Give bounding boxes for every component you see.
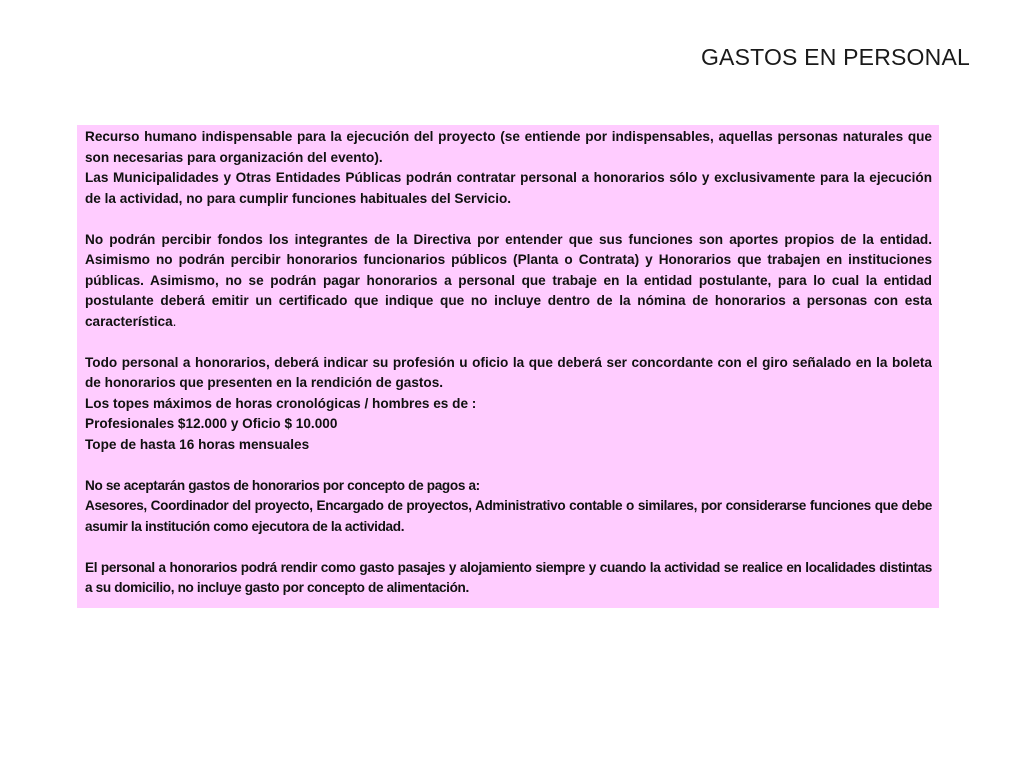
paragraph-municipalities: Las Municipalidades y Otras Entidades Públicas podrán contratar personal a honorarios sólo y exclusivamente para la ejecución de la actividad, no para cumplir funciones habituales del Servicio. xyxy=(85,170,932,206)
paragraph-indispensable-staff: Recurso humano indispensable para la ejecución del proyecto (se entiende por indispensables, aquellas personas naturales que son necesarias para organización del evento). xyxy=(85,129,932,165)
paragraph-not-accepted-heading: No se aceptarán gastos de honorarios por concepto de pagos a: xyxy=(85,477,480,493)
paragraph-rates: Profesionales $12.000 y Oficio $ 10.000 xyxy=(85,416,338,431)
paragraph-hour-caps: Los topes máximos de horas cronológicas / hombres es de : xyxy=(85,395,477,411)
content-box xyxy=(77,125,939,608)
paragraph-ineligible-text: No podrán percibir fondos los integrantes de la Directiva por entender que sus funciones son aportes propios de la entidad. Asimismo no podrán percibir honorarios funcionarios públicos (Planta o Contrata) y Honorarios que trabajen en instituciones públicas. Asimismo, no se podrán pagar honorarios a personal que trabaje en la entidad postulante, para lo cual la entidad postulante deberá emitir un certificado que indique que no incluye dentro de la nómina de honorarios a personas con esta característica xyxy=(85,231,932,329)
paragraph-profession-requirement: Todo personal a honorarios, deberá indicar su profesión u oficio la que deberá ser concordante con el giro señalado en la boleta de honorarios que presenten en la rendición de gastos. xyxy=(85,354,932,390)
paragraph-not-accepted-roles: Asesores, Coordinador del proyecto, Encargado de proyectos, Administrativo contable o similares, por considerarse funciones que debe asumir la institución como ejecutora de la actividad. xyxy=(85,498,932,534)
paragraph-ineligible-recipients xyxy=(85,230,932,333)
paragraph-monthly-cap: Tope de hasta 16 horas mensuales xyxy=(85,436,310,452)
paragraph-ineligible-period: . xyxy=(172,313,177,329)
slide-title: GASTOS EN PERSONAL xyxy=(700,44,970,70)
paragraph-travel-expenses: El personal a honorarios podrá rendir como gasto pasajes y alojamiento siempre y cuando la actividad se realice en localidades distintas a su domicilio, no incluye gasto por concepto de alimentación. xyxy=(85,559,932,595)
